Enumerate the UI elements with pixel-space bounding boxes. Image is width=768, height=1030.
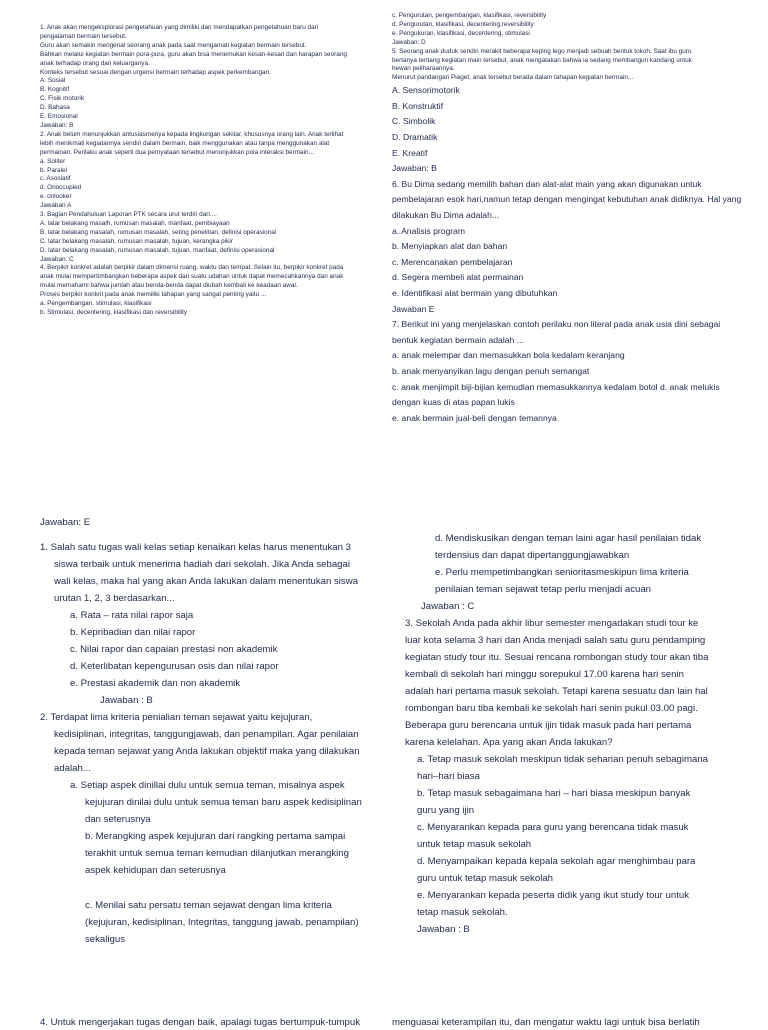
option-line: b. Paralel (40, 166, 67, 174)
option-line: b. Merangking aspek kejujuran dari rangking pertama sampai (85, 831, 346, 842)
option-line: a. Analisis program (392, 225, 466, 236)
option-line: a. Setiap aspek dinillai dulu untuk semua teman, misalnya aspek (70, 780, 345, 791)
option-line: c. Pengurutan, pengembangan, klasifikasi, reversibility (392, 12, 547, 19)
option-line: a. Soliter (40, 157, 66, 165)
question-1-line: siswa terbaik untuk menerima hadiah dari sekolah. Jika Anda sebagai (54, 559, 350, 570)
top-right-column (392, 12, 742, 426)
text-line: Konteks tersebut sesuai dengan urgensi bermain terhadap aspek perkembangan: (40, 68, 271, 76)
option-line: d. Onoccupied (40, 184, 82, 192)
option-line: b. Menyiapkan alat dan bahan (392, 241, 508, 252)
option-line: e. Prestasi akademik dan non akademik (70, 678, 241, 689)
question-2-line: kepada teman sejawat yang Anda lakukan objektif maka yang dilakukan (54, 746, 360, 757)
option-line: hari–hari biasa (417, 771, 480, 782)
text-line: bertanya tentang kegiatan main tersebut, anak mengatakan bahwa ia sedang membangun kandang untuk (392, 56, 692, 64)
option-line: untuk tetap masuk sekolah (417, 839, 532, 850)
answer-line: Jawaban: C (40, 255, 74, 263)
option-line: guru yang ijin (417, 805, 475, 816)
option-line: guru untuk tetap masuk sekolah (417, 873, 553, 884)
option-line: a. Pengembangan, stimulasi, klasifikasi (40, 300, 152, 308)
option-line: C. Fisik motorik (40, 95, 85, 103)
option-line: e. anak bermain jual-beli dengan temannya (392, 412, 557, 423)
option-line: B. Kognitif (40, 86, 70, 94)
top-right-small-text (392, 12, 722, 83)
option-line: a. anak melempar dan memasukkan bola kedalam keranjang (392, 350, 625, 361)
option-line: kejujuran dinilai dulu untuk semua teman baru aspek kedisiplinan (85, 797, 362, 808)
answer-line: Jawaban : B (417, 924, 470, 935)
answer-line: Jawaban : C (421, 601, 475, 612)
option-line: a. Tetap masuk sekolah meskipun tidak seharian penuh sebagimana (417, 754, 709, 765)
option-line: d. Menyampaikan kepada kepala sekolah agar menghimbau para (417, 856, 696, 867)
option-line: dan seterusnya (85, 814, 151, 825)
option-line: c. Nilai rapor dan capaian prestasi non akademik (70, 644, 278, 655)
text-line: 4. Berpikir konkret adalah berpikir dalam dimensi ruang, waktu dan tempat. Selain itu, berpikir konkret pada (40, 264, 344, 272)
option-line: C. latar belakang masalah, rumusan masalah, tujuan, kerangka pikir (40, 237, 233, 245)
answer-line: Jawaban A (40, 202, 72, 210)
text-line: Proses berpikir konkrit pada anak memiliki tahapan yang sangat penting yaitu ... (40, 291, 267, 299)
option-line: e. Perlu mempetimbangkan senioritasmeskipun lima kriteria (435, 567, 689, 578)
option-line: b. Stimulasi, decentering, klasifikasi dan reversibility (40, 309, 188, 316)
question-3-line: Beberapa guru berencana untuk ijin tidak masuk pada hari pertama (405, 720, 692, 731)
text-line: 6. Bu Dima sedang memilih bahan dan alat-alat main yang akan digunakan untuk (392, 178, 702, 189)
option-line: A. Sosial (40, 77, 66, 85)
question-3-line: luar kota selama 3 hari dan Anda menjadi salah satu guru pendamping (405, 635, 706, 646)
option-line: d. Mendiskusikan dengan teman laini agar hasil penilaian tidak (435, 533, 702, 544)
text-line: Menurut pandangan Piaget, anak tersebut berada dalam tahapan kegiatan bermain... (392, 74, 634, 82)
question-3-line: 3. Sekolah Anda pada akhir libur semester mengadakan studi tour ke (405, 618, 699, 629)
text-line: anak mulai mempertimbangkan beberapa aspek dari suatu udahan untuk dapat memecahkannya dan anak (40, 273, 344, 281)
question-2-line: 2. Terdapat lima kriteria penialian teman sejawat yaitu kejujuran, (40, 712, 313, 723)
text-line: 5. Seorang anak duduk sendiri merakit beberapa keping lego menjadi sebuah bentuk tokoh. Saat ibu guru (392, 47, 692, 55)
question-1-line: urutan 1, 2, 3 berdasarkan... (54, 593, 175, 604)
option-line: c. Menilai satu persatu teman sejawat dengan lima kriteria (85, 900, 332, 911)
text-line: Bahkan melalui kegiatan bermain pura-pura, guru akan bisa menemukan kesan-kesan dan harapan seorang (40, 50, 347, 58)
option-line: dengan kuas di atas papan lukis (392, 397, 515, 408)
footer-right-line: menguasai keterampilan itu, dan mengatur waktu lagi untuk bisa berlatih (392, 1017, 700, 1028)
option-line: (kejujuran, kedisiplinan, Integritas, tanggung jawab, penampilan) (85, 917, 359, 928)
text-line: bentuk kegiatan bermain adalah ... (392, 334, 524, 345)
text-line: pengalaman bermain tersebut. (40, 32, 127, 40)
text-line: Guru akan semakin mengenal seorang anak pada saat mengamati kegiatan bermain tersebut. (40, 41, 307, 49)
option-line: C. Simbolik (392, 116, 436, 127)
question-1-line: 1. Salah satu tugas wali kelas setiap kenaikan kelas harus menentukan 3 (40, 542, 351, 553)
bottom-left-column (40, 514, 375, 948)
top-right-mid-text (392, 83, 742, 426)
answer-line: Jawaban: D (392, 38, 426, 46)
option-line: e. onlooker (40, 193, 72, 201)
option-line: a. Rata – rata nilai rapor saja (70, 610, 194, 621)
option-line: aspek kehidupan dan seterusnya (85, 865, 226, 876)
question-2-line: adalah... (54, 763, 91, 774)
question-3-line: kegiatan study tour itu. Sesuai rencana rombongan study tour akan tiba (405, 652, 709, 663)
option-line: D. Dramatik (392, 132, 438, 143)
option-line: terdensius dan dapat dipertanggungjawabkan (435, 550, 630, 561)
text-line: hewan peliharaannya. (392, 65, 455, 73)
text-line: pembelajaran esok hari,namun tetap dengan mengingat kebutuhan anak didiknya. Hal yang (392, 194, 742, 205)
option-line: B. Konstruktif (392, 100, 444, 111)
option-line: b. anak menyanyikan lagu dengan penuh semangat (392, 365, 590, 376)
option-line: E. Kreatif (392, 147, 428, 158)
text-line: anak terhadap orang dan keluarganya. (40, 59, 150, 67)
option-line: d. Pengurutan, klasifikasi, decentering,reversibility (392, 20, 534, 28)
option-line: e. Identifikasi alat bermain yang dibutuhkan (392, 287, 558, 298)
text-line: permainan. Perilaku anak seperti dua pernyataan tersebut menunjukkan pola interaksi bermain... (40, 148, 314, 156)
question-1-line: wali kelas, maka hal yang akan Anda lakukan dalam menentukan siswa (54, 576, 358, 587)
question-3-line: adalah hari pertama masuk sekolah. Tetapi karena sesuatu dan lain hal (405, 686, 708, 697)
bottom-right-column (405, 530, 730, 938)
option-line: c. anak menjimpit biji-bijian kemudian memasukkannya kedalam botol d. anak melukis (392, 381, 720, 392)
answer-line: Jawaban: E (40, 517, 91, 528)
text-line: 7. Berikut ini yang menjelaskan contoh perilaku non literal pada anak usia dini sebagai (392, 319, 721, 330)
answer-line: Jawaban: B (392, 163, 437, 174)
text-line: dilakukan Bu Dima adalah... (392, 210, 500, 220)
text-line: 1. Anak akan mengeksplorasi pengetahuan yang dimiliki dan mendapatkan pengetahuan baru dari (40, 24, 319, 31)
question-3-line: kembali di sekolah hari minggu sorepukul 17.00 karena hari senin (405, 669, 684, 680)
option-line: terakhit untuk semua teman kemudian dilanjutkan merangking (85, 848, 349, 859)
option-line: tetap masuk sekolah. (417, 907, 508, 918)
question-3-line: rombongan baru tiba kembali ke sekolah hari senin pukul 03.00 pagi. (405, 703, 698, 714)
answer-line: Jawaban: B (40, 121, 74, 129)
text-line: 2. Anak belum menunjukkan antusiasmenya kepada lingkungan sekitar, khususnya orang lain. Anak terlihat (40, 130, 344, 138)
footer-left-line: 4. Untuk mengerjakan tugas dengan baik, apalagi tugas bertumpuk-tumpuk (40, 1017, 360, 1028)
option-line: e. Menyarankan kepada peserta didik yang ikut study tour untuk (417, 890, 689, 901)
option-line: c. Menyarankan kepada para guru yang berencana tidak masuk (417, 822, 689, 833)
option-line: sekaligus (85, 934, 125, 945)
top-left-column (40, 24, 370, 318)
answer-line: Jawaban E (392, 303, 435, 314)
option-line: D. latar belakang masalah, rumusan masalah, tujuan, manfaat, definisi operasional (40, 246, 275, 254)
option-line: A. Sensorimotorik (392, 85, 460, 96)
question-2-line: kedisiplinan, integritas, tanggungjawab, dan penampilan. Agar penilaian (54, 729, 359, 740)
option-line: B. latar belakang masalah, rumusan masalah, seting penelitian, definisi operasional (40, 228, 277, 236)
text-line: lebih menikmati kegiatannya sendiri dalam bermain, baik menggunakan atau tanpa menggunakan alat (40, 139, 330, 147)
option-line: b. Kepribadian dan nilai rapor (70, 627, 196, 638)
option-line: b. Tetap masuk sebagaimana hari – hari biasa meskipun banyak (417, 788, 691, 799)
option-line: c. Merencanakan pembelajaran (392, 256, 513, 267)
text-line: 3. Bagian Pendahuluan Laporan PTK secara urut terdiri dari.... (40, 211, 217, 219)
option-line: E. Emosional (40, 113, 78, 121)
answer-line: Jawaban : B (100, 695, 153, 706)
option-line: d. Segera membeli alat permainan (392, 272, 524, 283)
option-line: A. latar belakang masalh, rumusan masalah, manfaat, pembiayaan (40, 219, 230, 227)
option-line: D. Bahasa (40, 104, 70, 112)
option-line: d. Keterlibatan kepengurusan osis dan nilai rapor (70, 661, 279, 672)
option-line: penilaian teman sejawat tetap perlu menjadi acuan (435, 584, 651, 595)
option-line: c. Asosiatif (40, 175, 71, 183)
text-line: mulai memahami bahwa jumlah atau benda-benda dapat diubah kembali ke keadaan awal. (40, 282, 298, 290)
option-line: e. Pengukuran, klasifikasi, decentering, stimulasi (392, 29, 530, 37)
question-3-line: karena kelelahan. Apa yang akan Anda lakukan? (405, 737, 613, 748)
